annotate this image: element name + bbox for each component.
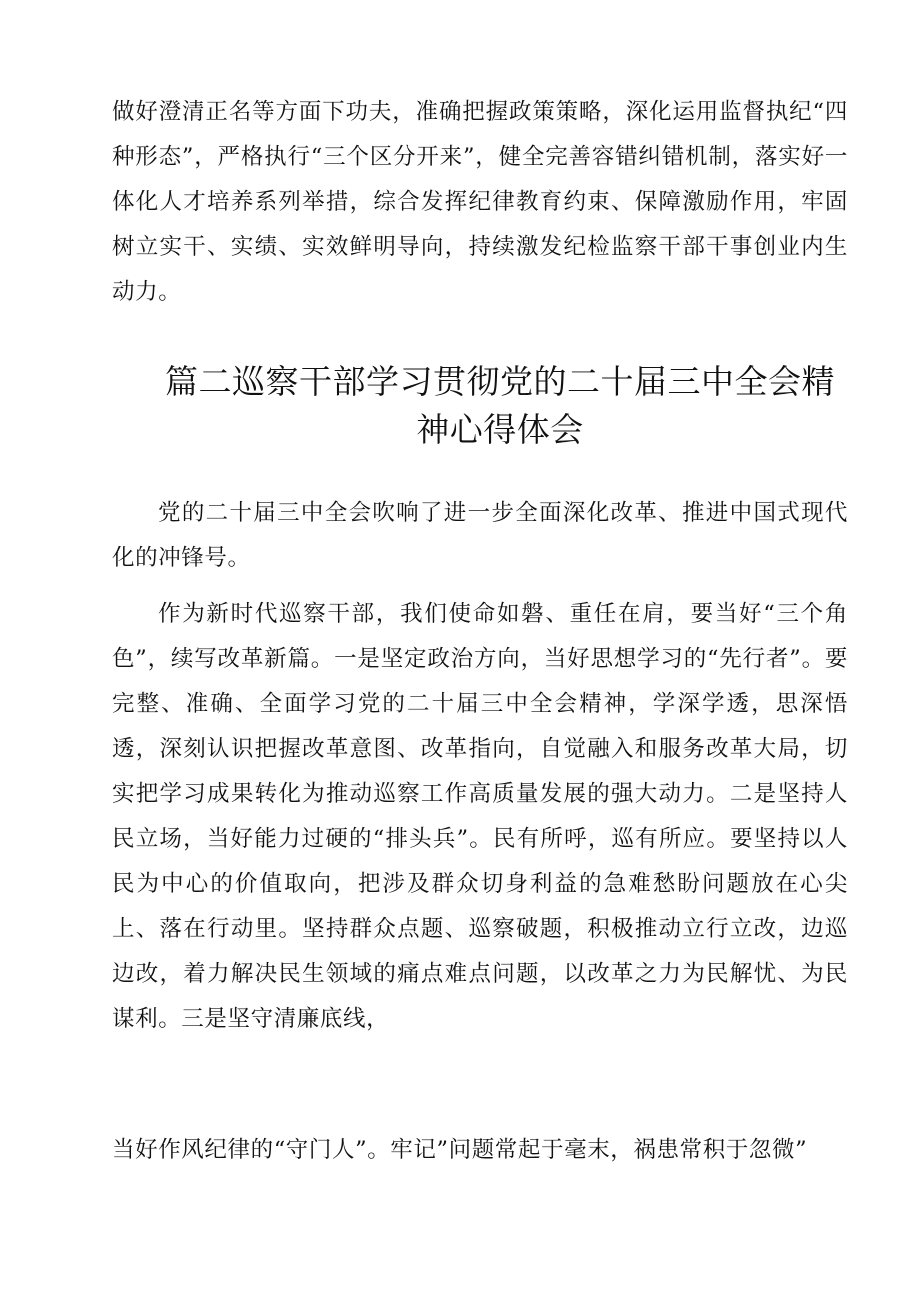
body-paragraph-intro: 党的二十届三中全会吹响了进一步全面深化改革、推进中国式现代化的冲锋号。 xyxy=(112,500,848,571)
body-paragraph-final-line: 当好作风纪律的“守门人”。牢记”问题常起于毫末，祸患常积于忽微” xyxy=(112,1137,808,1163)
body-paragraph-continued: 做好澄清正名等方面下功夫，准确把握政策策略，深化运用监督执纪“四种形态”，严格执行“三个区分开来”，健全完善容错纠错机制，落实好一体化人才培养系列举措，综合发挥纪律教育约束、保障激励作用，牢固树立实干、实绩、实效鲜明导向，持续激发纪检监察干部干事创业内生动力。 xyxy=(112,99,848,305)
section-heading: 篇二巡察干部学习贯彻党的二十届三中全会精神心得体会 xyxy=(165,362,835,449)
body-paragraph-main: 作为新时代巡察干部，我们使命如磐、重任在肩，要当好“三个角色”，续写改革新篇。一是坚定政治方向，当好思想学习的“先行者”。要完整、准确、全面学习党的二十届三中全会精神，学深学透，思深悟透，深刻认识把握改革意图、改革指向，自觉融入和服务改革大局，切实把学习成果转化为推动巡察工作高质量发展的强大动力。二是坚持人民立场，当好能力过硬的“排头兵”。民有所呼，巡有所应。要坚持以人民为中心的价值取向，把涉及群众切身利益的急难愁盼问题放在心尖上、落在行动里。坚持群众点题、巡察破题，积极推动立行立改，边巡边改，着力解决民生领域的痛点难点问题，以改革之力为民解忧、为民谋利。三是坚守清廉底线， xyxy=(112,601,848,1032)
